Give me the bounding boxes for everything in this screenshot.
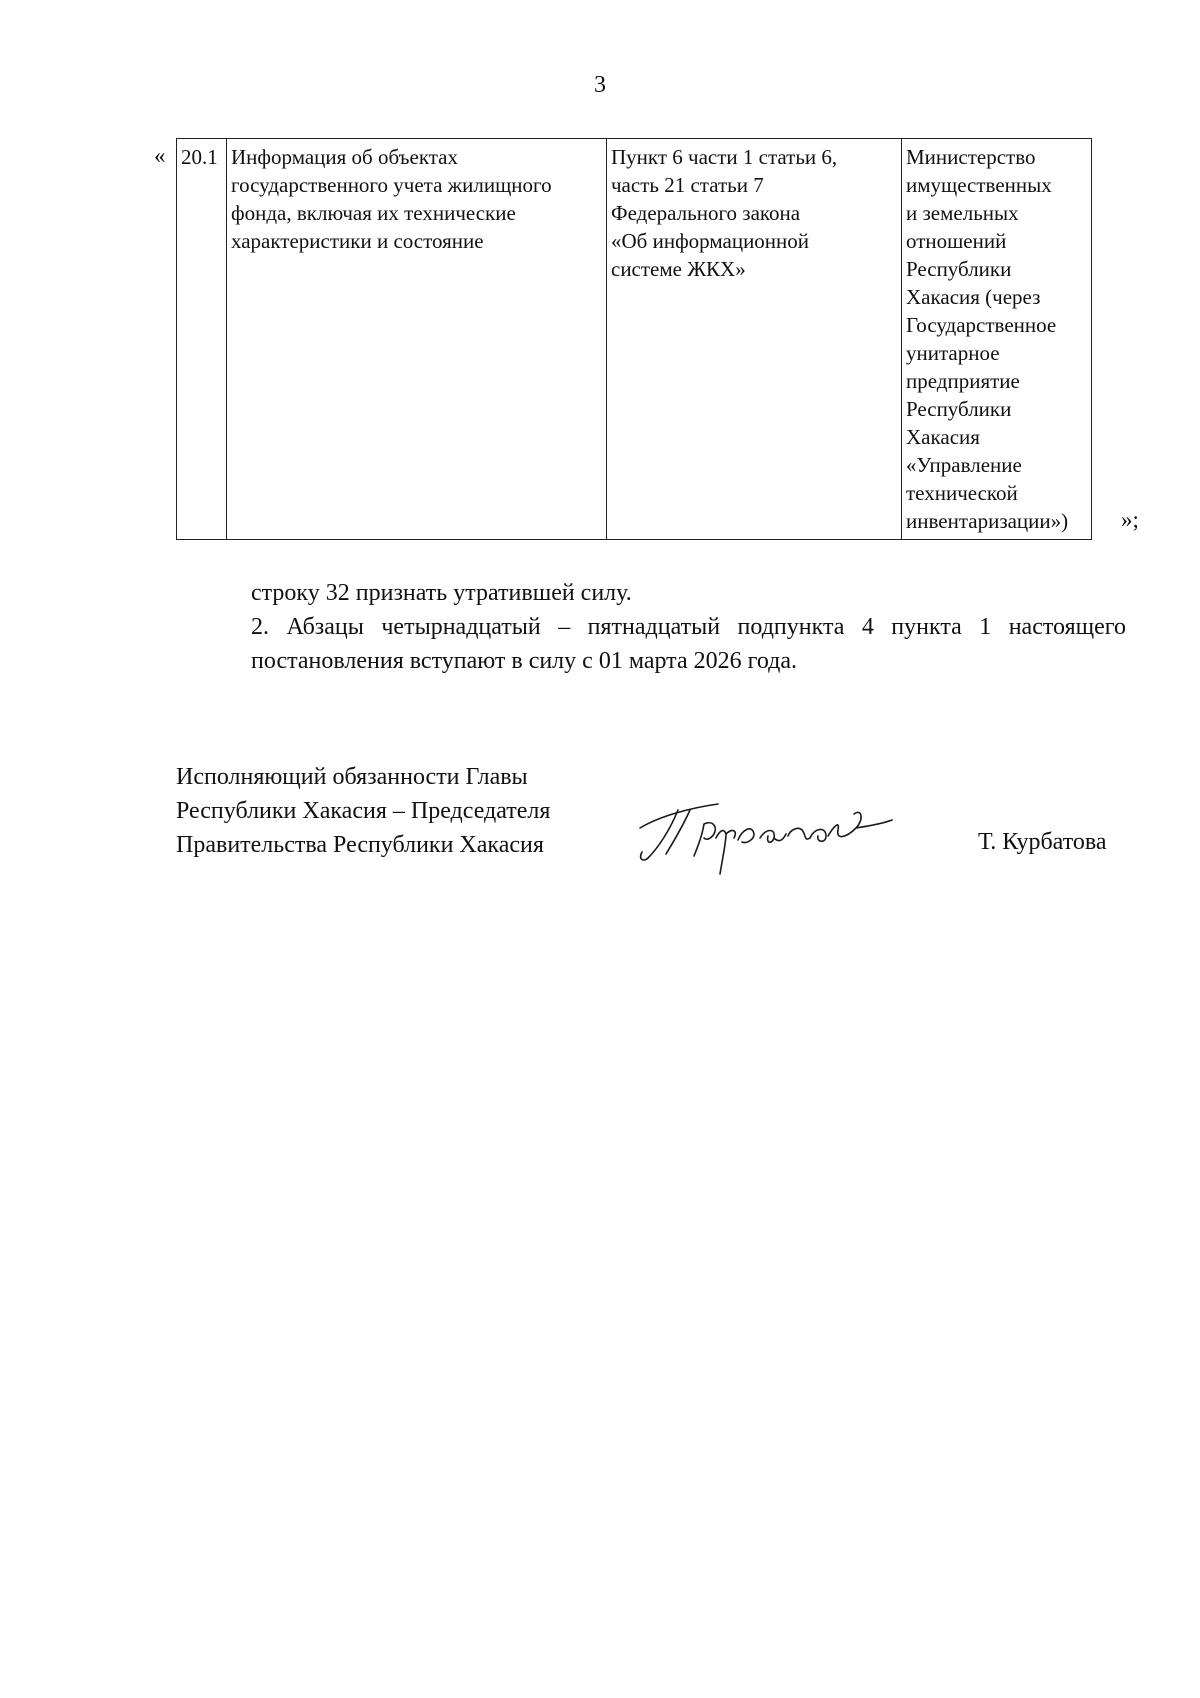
org-line: Хакасия (906, 425, 980, 449)
signatory-name: Т. Курбатова (978, 829, 1107, 855)
org-line: предприятие (906, 369, 1020, 393)
info-line: государственного учета жилищного (231, 173, 552, 197)
opening-quote: « (154, 143, 166, 168)
org-line: Республики (906, 397, 1012, 421)
info-line: фонда, включая их технические (231, 201, 516, 225)
organization-cell (902, 139, 1092, 540)
org-line: технической (906, 481, 1018, 505)
law-cell (607, 139, 902, 540)
law-line: Федерального закона (611, 201, 801, 225)
signatory-title (176, 760, 550, 862)
page-number: 3 (594, 72, 606, 98)
table-row (177, 139, 1092, 540)
info-cell (227, 139, 607, 540)
org-line: Хакасия (через (906, 285, 1041, 309)
org-line: инвентаризации») (906, 509, 1069, 533)
signatory-title-line: Республики Хакасия – Председателя (176, 798, 551, 824)
info-line: Информация об объектах (231, 145, 459, 169)
org-line: «Управление (906, 453, 1022, 477)
closing-quote: »; (1121, 507, 1139, 532)
paragraph-line: 2. Абзацы четырнадцатый – пятнадцатый подпункта 4 пункта 1 настоящего (251, 614, 1126, 640)
law-line: «Об информационной (611, 229, 810, 253)
law-line: часть 21 статьи 7 (611, 173, 764, 197)
law-line: Пункт 6 части 1 статьи 6, (611, 145, 838, 169)
org-line: Министерство (906, 145, 1036, 169)
row-number-cell (177, 139, 227, 540)
info-line: характеристики и состояние (231, 229, 484, 253)
org-line: унитарное (906, 341, 1000, 365)
paragraph-effective-date (176, 610, 1126, 678)
paragraph-invalidate-row: строку 32 признать утратившей силу. (251, 580, 632, 606)
org-line: Республики (906, 257, 1012, 281)
signatory-title-line: Правительства Республики Хакасия (176, 832, 544, 858)
org-line: имущественных (906, 173, 1052, 197)
amendment-table (176, 138, 1092, 540)
signatory-title-line: Исполняющий обязанности Главы (176, 764, 528, 790)
org-line: Государственное (906, 313, 1057, 337)
paragraph-line: постановления вступают в силу с 01 марта 2026 года. (251, 648, 798, 674)
org-line: и земельных (906, 201, 1019, 225)
law-line: системе ЖКХ» (611, 257, 746, 281)
handwritten-signature (620, 780, 900, 890)
row-number: 20.1 (181, 145, 218, 169)
org-line: отношений (906, 229, 1007, 253)
